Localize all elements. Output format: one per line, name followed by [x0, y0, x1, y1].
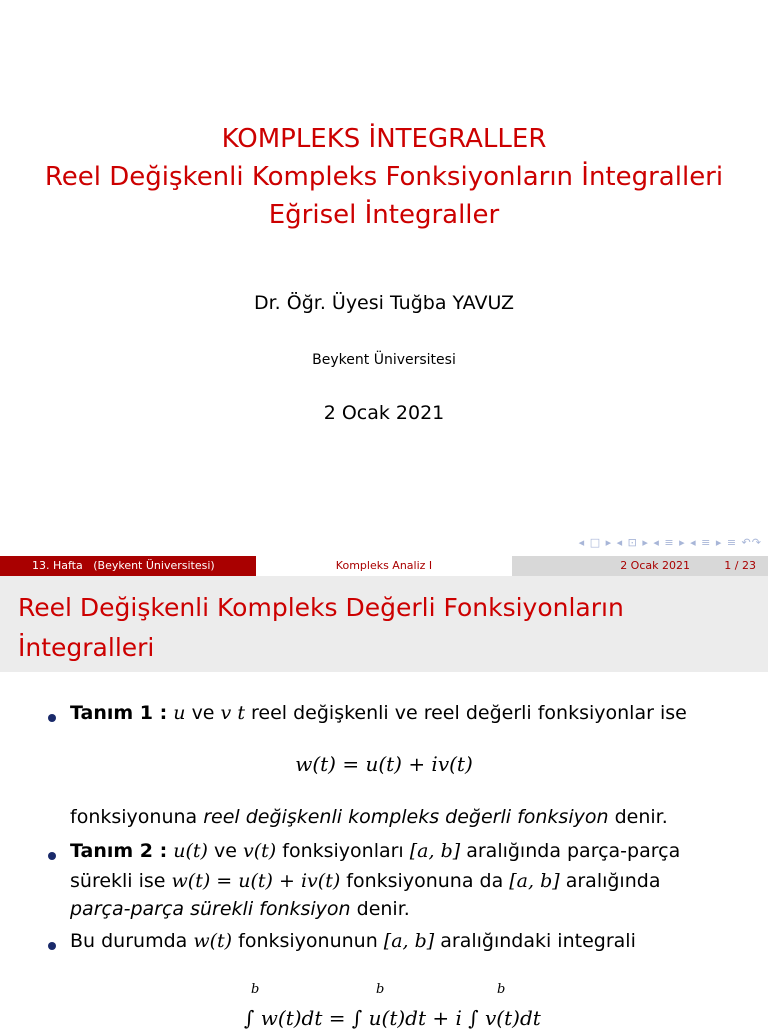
- footer-right: [512, 556, 768, 576]
- definition-2: [70, 840, 680, 862]
- upper-limit: b: [251, 982, 260, 997]
- math-v: v: [220, 702, 232, 724]
- def1-cont-a: fonksiyonuna: [70, 806, 198, 828]
- math-w-eq: w(t) = u(t) + iv(t): [171, 870, 341, 892]
- def1-label: Tanım 1 :: [70, 702, 168, 724]
- title-line-1: KOMPLEKS İNTEGRALLER: [221, 124, 547, 154]
- upper-limit: b: [497, 982, 506, 997]
- def1-continuation: [70, 806, 668, 828]
- frame-title-line-2: İntegralleri: [18, 633, 155, 662]
- footer-page-number: 1 / 23: [724, 559, 756, 572]
- definition-2-line-3: [70, 898, 410, 920]
- def2-l2b: fonksiyonuna da: [346, 870, 504, 892]
- bu-b: fonksiyonunun: [238, 930, 378, 952]
- def2-term: parça-parça sürekli fonksiyon: [70, 898, 351, 920]
- frame-title-line-1: Reel Değişkenli Kompleks Değerli Fonksiyonların: [18, 593, 624, 622]
- bu-c: aralığındaki integrali: [440, 930, 636, 952]
- bullet-icon: [48, 852, 56, 860]
- footer-course-title: Kompleks Analiz I: [256, 556, 512, 576]
- integral-intro: [70, 930, 636, 952]
- math-t: t: [237, 702, 245, 724]
- math-interval: [a, b]: [383, 930, 435, 952]
- math-vt: v(t): [243, 840, 277, 862]
- def2-l2a: sürekli ise: [70, 870, 166, 892]
- upper-limit: b: [376, 982, 385, 997]
- frame-title: [0, 576, 768, 672]
- text-ve: ve: [191, 702, 215, 724]
- presentation-date: 2 Ocak 2021: [323, 402, 445, 424]
- bullet-icon: [48, 714, 56, 722]
- slide-footer: [0, 556, 768, 576]
- def2-l3b: denir.: [356, 898, 410, 920]
- content-slide: [0, 576, 768, 1024]
- def1-rest: reel değişkenli ve reel değerli fonksiyonlar ise: [251, 702, 687, 724]
- def2-end: aralığında parça-parça: [466, 840, 681, 862]
- math-u: u: [173, 702, 186, 724]
- author: Dr. Öğr. Üyesi Tuğba YAVUZ: [253, 292, 515, 314]
- def2-mid: fonksiyonları: [282, 840, 404, 862]
- text-ve: ve: [214, 840, 237, 862]
- bu-a: Bu durumda: [70, 930, 188, 952]
- beamer-navigation-icons[interactable]: ◂ □ ▸ ◂ ⊡ ▸ ◂ ≡ ▸ ◂ ≡ ▸ ≡ ↶↷: [578, 536, 762, 549]
- math-interval: [a, b]: [409, 840, 461, 862]
- def1-term: reel değişkenli kompleks değerli fonksiyon: [203, 806, 609, 828]
- institute: Beykent Üniversitesi: [312, 352, 456, 368]
- footer-author-info: 13. Hafta (Beykent Üniversitesi): [0, 556, 256, 576]
- math-ut: u(t): [173, 840, 208, 862]
- footer-date: 2 Ocak 2021: [620, 559, 690, 572]
- definition-2-line-2: [70, 870, 660, 892]
- bullet-icon: [48, 942, 56, 950]
- def1-cont-b: denir.: [614, 806, 668, 828]
- title-line-2: Reel Değişkenli Kompleks Fonksiyonların İntegralleri: [44, 162, 724, 192]
- def2-l2c: aralığında: [565, 870, 661, 892]
- definition-1: [70, 702, 687, 724]
- presentation-title: [0, 120, 768, 234]
- math-wt: w(t): [193, 930, 233, 952]
- def2-label: Tanım 2 :: [70, 840, 168, 862]
- math-interval: [a, b]: [509, 870, 560, 892]
- title-line-3: Eğrisel İntegraller: [268, 200, 500, 230]
- def1-equation: w(t) = u(t) + iv(t): [295, 752, 473, 776]
- integral-formula: ∫ w(t)dt = ∫ u(t)dt + i ∫ v(t)dt: [244, 1006, 541, 1030]
